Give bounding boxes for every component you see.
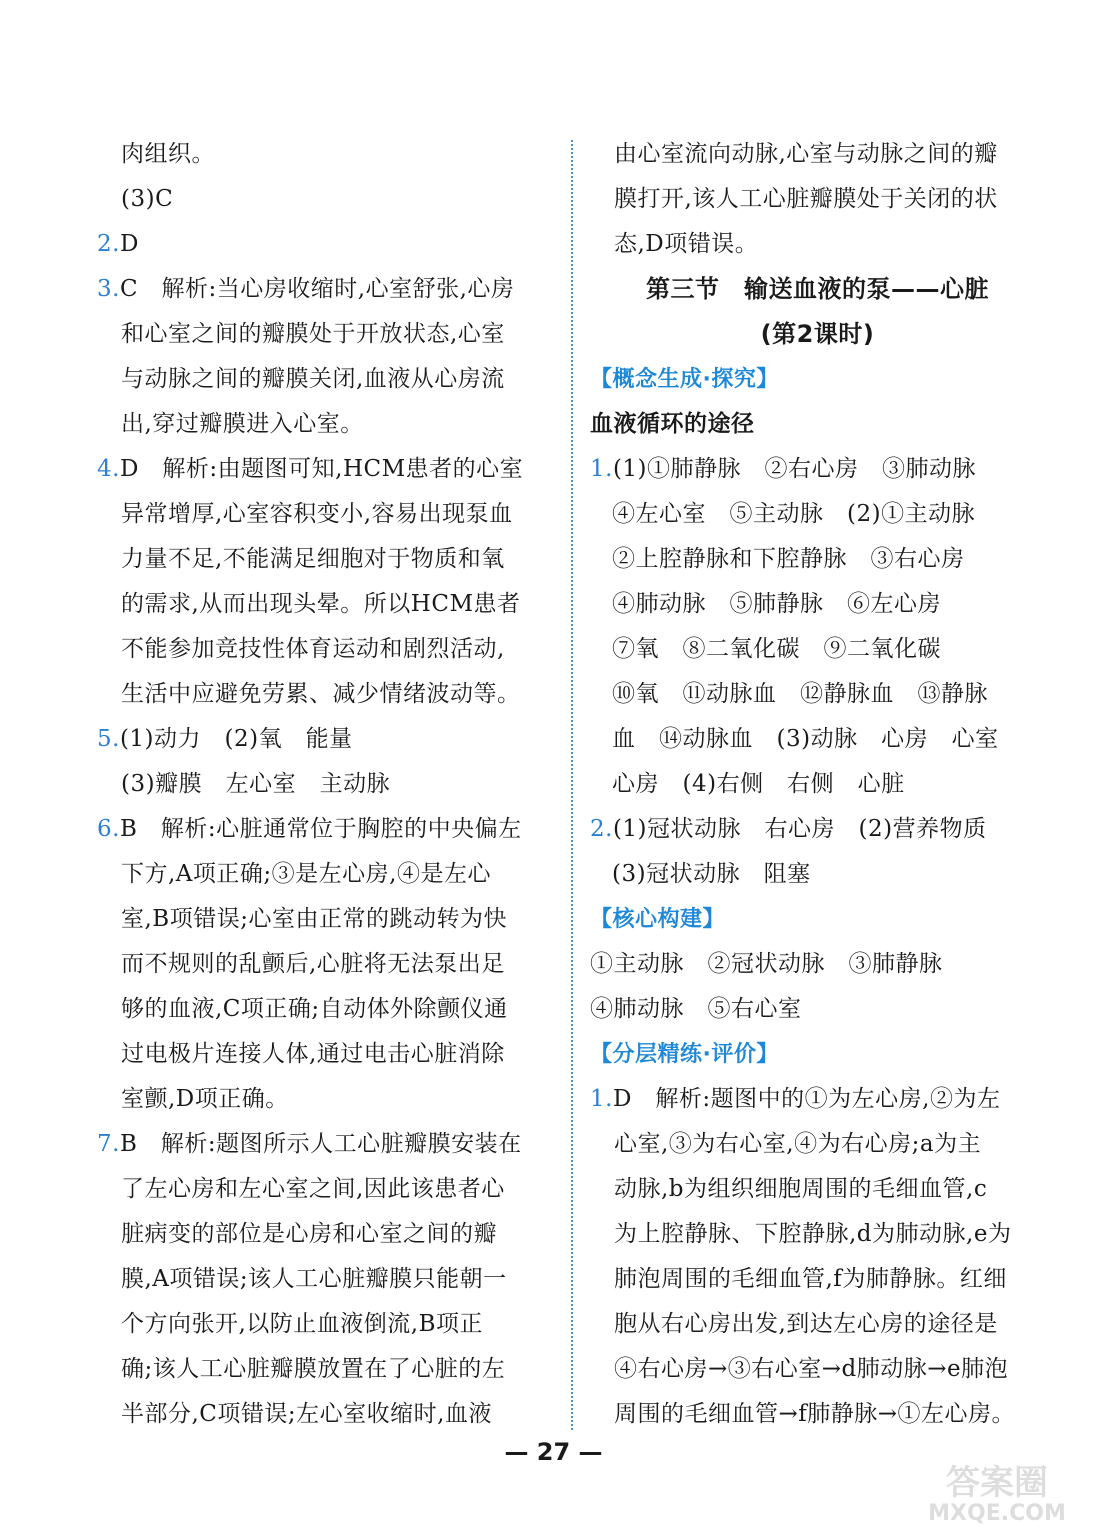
watermark-logo <box>907 1456 1087 1526</box>
watermark-icon <box>907 1456 1087 1526</box>
line-text: 过电极片连接人体,通过电击心脏消除 <box>121 1041 505 1067</box>
line-text: 确;该人工心脏瓣膜放置在了心脏的左 <box>121 1356 506 1382</box>
text-line <box>97 1032 552 1077</box>
line-text: 由心室流向动脉,心室与动脉之间的瓣 <box>614 141 998 167</box>
line-text: 够的血液,C项正确;自动体外除颤仪通 <box>121 996 508 1022</box>
question-number: 7. <box>97 1131 120 1157</box>
text-line <box>97 717 552 762</box>
text-line <box>97 1302 552 1347</box>
line-text: 室,B项错误;心室由正常的跳动转为快 <box>121 906 507 932</box>
line-text: ④左心室 ⑤主动脉 (2)①主动脉 <box>612 501 976 527</box>
text-line <box>97 1392 552 1437</box>
line-text: 与动脉之间的瓣膜关闭,血液从心房流 <box>121 366 505 392</box>
column-divider <box>571 140 573 1430</box>
line-text: (1)冠状动脉 右心房 (2)营养物质 <box>612 816 987 842</box>
text-line <box>590 807 1045 852</box>
line-text: 和心室之间的瓣膜处于开放状态,心室 <box>121 321 505 347</box>
line-text: 膜打开,该人工心脏瓣膜处于关闭的状 <box>614 186 998 212</box>
left-column <box>97 132 552 1437</box>
question-number: 1. <box>590 1086 613 1112</box>
line-text: 肺泡周围的毛细血管,f为肺静脉。红细 <box>614 1266 1007 1292</box>
text-line <box>590 717 1045 762</box>
text-line <box>590 132 1045 177</box>
line-text: 而不规则的乱颤后,心脏将无法泵出足 <box>121 951 505 977</box>
text-line <box>590 627 1045 672</box>
text-line <box>97 537 552 582</box>
line-text: ⑩氧 ⑪动脉血 ⑫静脉血 ⑬静脉 <box>612 681 988 707</box>
line-text: 肉组织。 <box>121 141 215 167</box>
text-line <box>97 852 552 897</box>
line-text: 室颤,D项正确。 <box>121 1086 289 1112</box>
line-text: 胞从右心房出发,到达左心房的途径是 <box>614 1311 998 1337</box>
text-line <box>97 402 552 447</box>
line-text: 生活中应避免劳累、减少情绪波动等。 <box>121 681 521 707</box>
line-text: 血 ⑭动脉血 (3)动脉 心房 心室 <box>612 726 999 752</box>
text-line <box>590 942 1045 987</box>
line-text: 动脉,b为组织细胞周围的毛细血管,c <box>614 1176 988 1202</box>
text-line <box>590 852 1045 897</box>
text-line <box>590 447 1045 492</box>
line-text: D <box>119 231 139 257</box>
text-line <box>590 582 1045 627</box>
line-text: 周围的毛细血管→f肺静脉→①左心房。 <box>614 1401 1016 1427</box>
line-text: ①主动脉 ②冠状动脉 ③肺静脉 <box>590 951 943 977</box>
line-text: D 解析:题图中的①为左心房,②为左 <box>612 1086 1001 1112</box>
text-line <box>590 1257 1045 1302</box>
text-line <box>97 267 552 312</box>
line-text: 膜,A项错误;该人工心脏瓣膜只能朝一 <box>121 1266 507 1292</box>
text-line <box>97 807 552 852</box>
text-line <box>97 987 552 1032</box>
text-line <box>590 1122 1045 1167</box>
line-text: ④肺动脉 ⑤右心室 <box>590 996 802 1022</box>
text-line <box>97 627 552 672</box>
line-text: (1)动力 (2)氧 能量 <box>119 726 353 752</box>
line-text: (3)C <box>121 186 174 212</box>
text-line <box>590 672 1045 717</box>
line-text: 不能参加竞技性体育运动和剧烈活动, <box>121 636 505 662</box>
line-text: (3)冠状动脉 阻塞 <box>612 861 811 887</box>
line-text: 半部分,C项错误;左心室收缩时,血液 <box>121 1401 492 1427</box>
text-line <box>97 1212 552 1257</box>
subsection-title: 血液循环的途径 <box>590 411 755 437</box>
text-line <box>97 1167 552 1212</box>
text-line <box>590 222 1045 267</box>
text-line <box>97 762 552 807</box>
question-number: 2. <box>97 231 120 257</box>
section-heading: 第三节 输送血液的泵——心脏 <box>646 275 989 303</box>
line-text: ⑦氧 ⑧二氧化碳 ⑨二氧化碳 <box>612 636 941 662</box>
text-line <box>97 1347 552 1392</box>
line-text: 下方,A项正确;③是左心房,④是左心 <box>121 861 491 887</box>
line-text: B 解析:题图所示人工心脏瓣膜安装在 <box>119 1131 522 1157</box>
section-tag: 【核心构建】 <box>590 907 726 932</box>
question-number: 3. <box>97 276 120 302</box>
text-line <box>97 222 552 267</box>
text-line <box>590 987 1045 1032</box>
line-text: 异常增厚,心室容积变小,容易出现泵血 <box>121 501 513 527</box>
text-line <box>97 582 552 627</box>
page-number: — 27 — <box>504 1438 603 1466</box>
text-line <box>590 177 1045 222</box>
line-text: 态,D项错误。 <box>614 231 759 257</box>
text-line <box>97 312 552 357</box>
text-line <box>97 1122 552 1167</box>
text-line <box>97 672 552 717</box>
line-text: ④右心房→③右心室→d肺动脉→e肺泡 <box>614 1356 1009 1382</box>
question-number: 2. <box>590 816 613 842</box>
text-line <box>590 1347 1045 1392</box>
text-line <box>97 177 552 222</box>
line-text: ②上腔静脉和下腔静脉 ③右心房 <box>612 546 965 572</box>
line-text: 的需求,从而出现头晕。所以HCM患者 <box>121 591 521 617</box>
line-text: (1)①肺静脉 ②右心房 ③肺动脉 <box>612 456 977 482</box>
line-text: ④肺动脉 ⑤肺静脉 ⑥左心房 <box>612 591 941 617</box>
question-number: 6. <box>97 816 120 842</box>
line-text: 出,穿过瓣膜进入心室。 <box>121 411 364 437</box>
line-text: (3)瓣膜 左心室 主动脉 <box>121 771 391 797</box>
line-text: 心房 (4)右侧 右侧 心脏 <box>612 771 905 797</box>
line-text: 了左心房和左心室之间,因此该患者心 <box>121 1176 505 1202</box>
line-text: D 解析:由题图可知,HCM患者的心室 <box>119 456 524 482</box>
line-text: 脏病变的部位是心房和心室之间的瓣 <box>121 1221 497 1247</box>
text-line <box>590 1167 1045 1212</box>
text-line <box>97 1077 552 1122</box>
section-tag: 【概念生成·探究】 <box>590 367 779 392</box>
text-line <box>97 492 552 537</box>
text-line <box>97 132 552 177</box>
text-line <box>97 357 552 402</box>
right-column <box>590 132 1045 1437</box>
text-line <box>590 1392 1045 1437</box>
line-text: 为上腔静脉、下腔静脉,d为肺动脉,e为 <box>614 1221 1012 1247</box>
text-line <box>590 492 1045 537</box>
text-line <box>97 942 552 987</box>
text-line <box>97 447 552 492</box>
section-tag: 【分层精练·评价】 <box>590 1042 779 1067</box>
line-text: C 解析:当心房收缩时,心室舒张,心房 <box>119 276 515 302</box>
text-line <box>590 1077 1045 1122</box>
text-line <box>97 897 552 942</box>
watermark-line1: 答案圈 <box>946 1463 1048 1503</box>
question-number: 1. <box>590 456 613 482</box>
text-line <box>97 1257 552 1302</box>
text-line <box>590 1212 1045 1257</box>
text-line <box>590 1302 1045 1347</box>
text-line <box>590 762 1045 807</box>
watermark-line2: MXQE.COM <box>928 1501 1066 1526</box>
text-line <box>590 537 1045 582</box>
question-number: 5. <box>97 726 120 752</box>
line-text: 力量不足,不能满足细胞对于物质和氧 <box>121 546 505 572</box>
question-number: 4. <box>97 456 120 482</box>
section-heading: (第2课时) <box>760 320 875 348</box>
line-text: 个方向张开,以防止血液倒流,B项正 <box>121 1311 484 1337</box>
line-text: 心室,③为右心室,④为右心房;a为主 <box>614 1131 982 1157</box>
line-text: B 解析:心脏通常位于胸腔的中央偏左 <box>119 816 522 842</box>
